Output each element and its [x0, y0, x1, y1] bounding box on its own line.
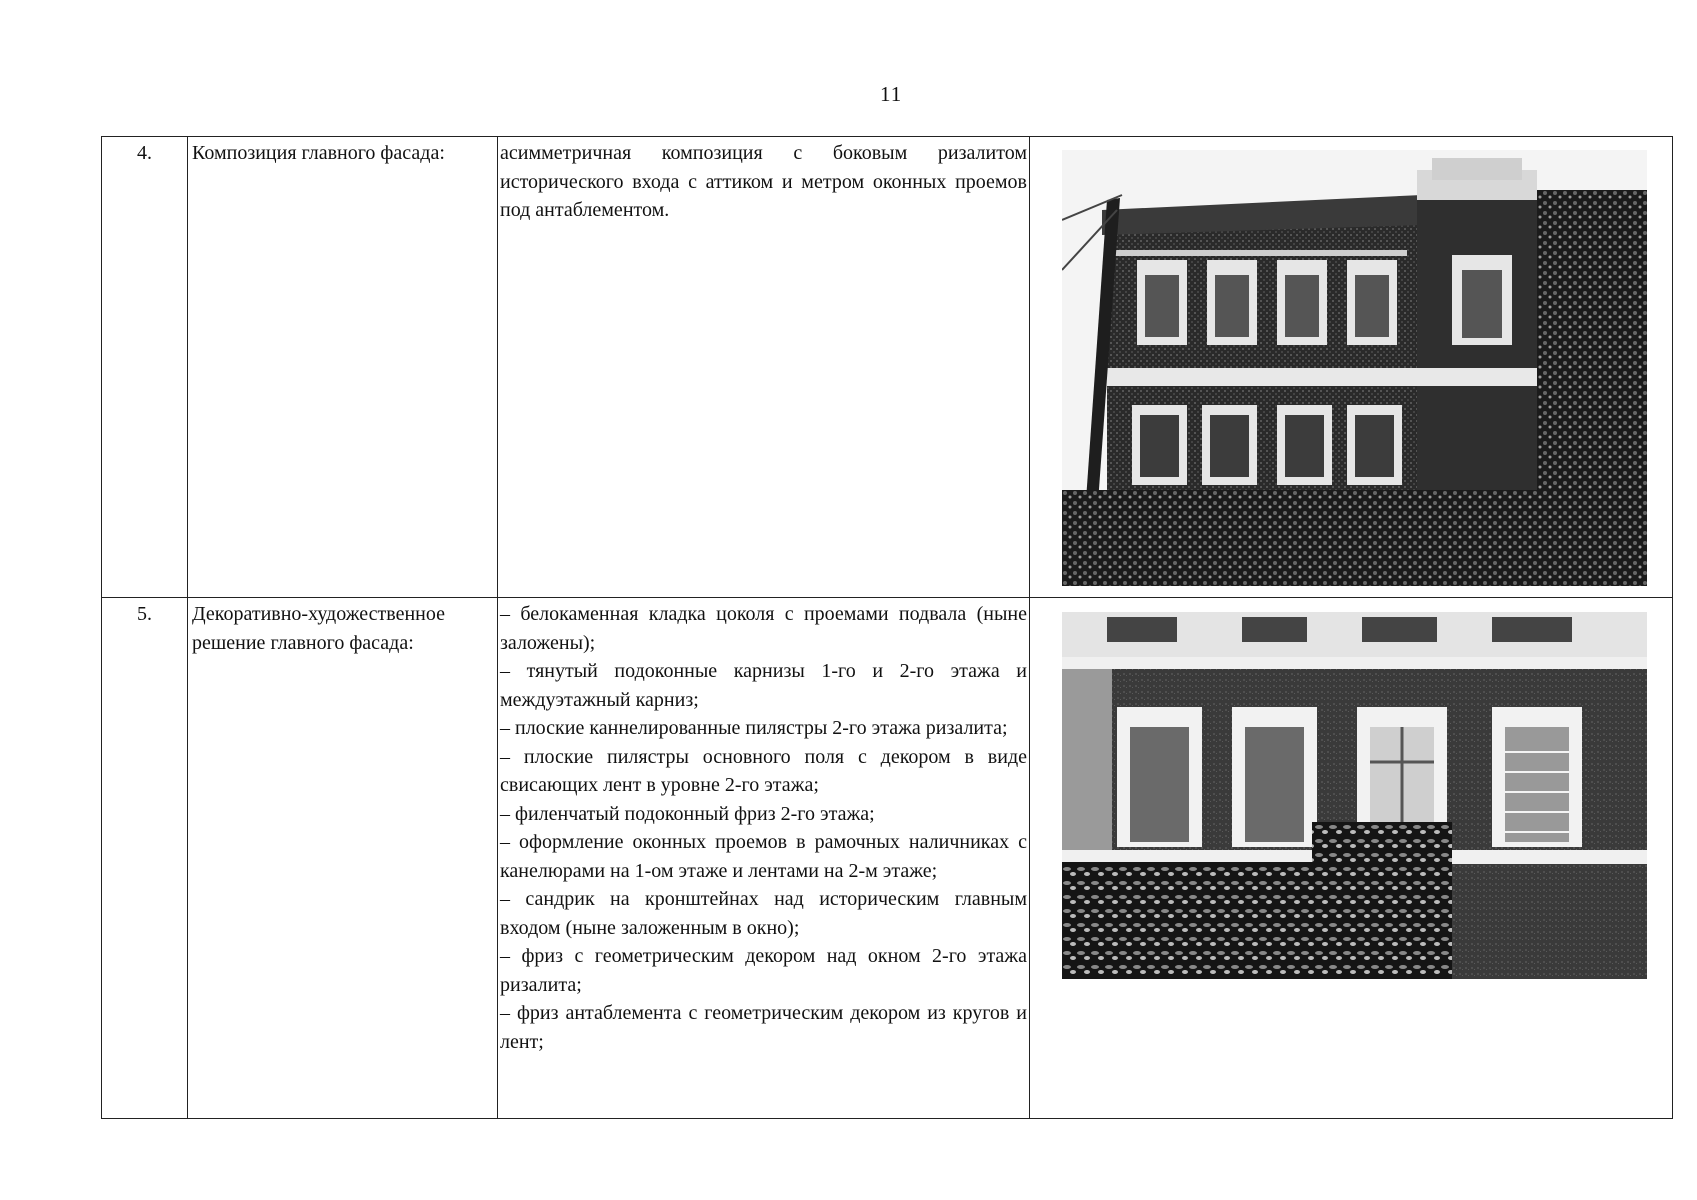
table-row: [102, 598, 1673, 1119]
description-line: – филенчатый подоконный фриз 2-го этажа;: [500, 802, 875, 825]
row-name: Композиция главного фасада:: [188, 137, 498, 598]
description-line: – тянутый подоконные карнизы 1-го и 2-го этажа и междуэтажный карниз;: [500, 660, 1027, 711]
row-number: 4.: [102, 137, 188, 598]
characteristics-table: [101, 136, 1673, 1119]
photo-cell: [1030, 598, 1673, 1119]
description-line: – фриз антаблемента с геометрическим декором из кругов и лент;: [500, 1002, 1027, 1053]
table-row: [102, 137, 1673, 598]
building-facade-photo: [1062, 150, 1647, 586]
description-line: – фриз с геометрическим декором над окном 2-го этажа ризалита;: [500, 945, 1027, 996]
description-line: – плоские пилястры основного поля с декором в виде свисающих лент в уровне 2-го этажа;: [500, 745, 1027, 796]
description-line: – сандрик на кронштейнах над историческим главным входом (ныне заложенным в окно);: [500, 888, 1027, 939]
row-description: [498, 137, 1030, 598]
row-description: [498, 598, 1030, 1119]
description-line: – белокаменная кладка цоколя с проемами подвала (ныне заложены);: [500, 603, 1027, 654]
row-number: 5.: [102, 598, 188, 1119]
building-detail-photo: [1062, 612, 1647, 979]
row-name: Декоративно-художественное решение главного фасада:: [188, 598, 498, 1119]
description-line: асимметричная композиция с боковым ризалитом исторического входа с аттиком и метром оконных проемов под антаблементом.: [500, 142, 1027, 221]
page-number: 11: [880, 82, 903, 106]
photo-cell: [1030, 137, 1673, 598]
description-line: – оформление оконных проемов в рамочных наличниках с канелюрами на 1-ом этаже и лентами на 2-м этаже;: [500, 831, 1027, 882]
description-line: – плоские каннелированные пилястры 2-го этажа ризалита;: [500, 717, 1008, 739]
